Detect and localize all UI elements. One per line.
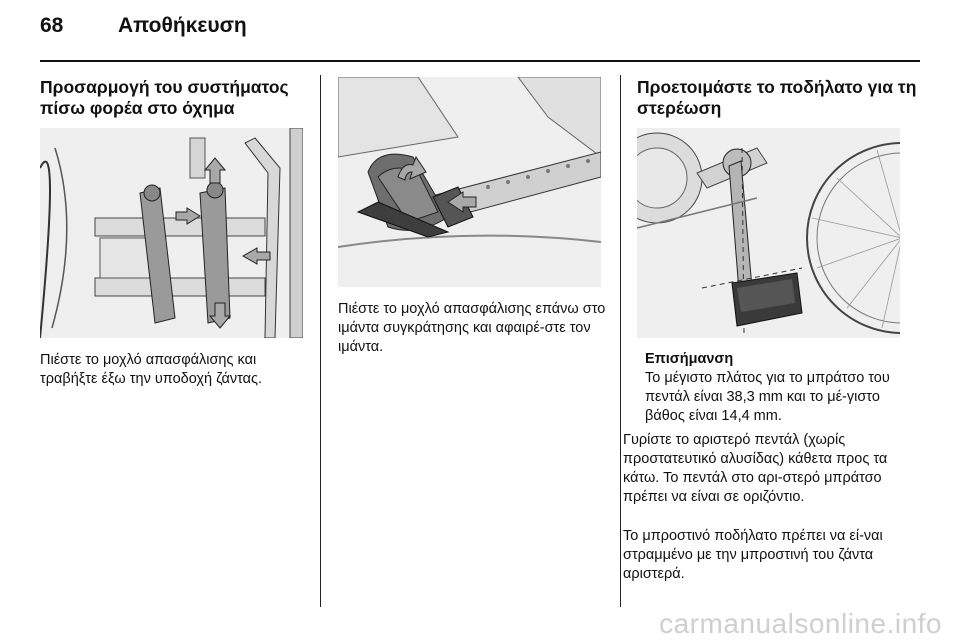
section-heading-mounting: Προσαρμογή του συστήματος πίσω φορέα στο όχημα	[40, 77, 289, 118]
section-heading-prepare-bicycle: Προετοιμάστε το ποδήλατο για τη στερέωση	[637, 77, 917, 118]
column-divider-2	[620, 75, 621, 607]
note-text: Το μέγιστο πλάτος για το μπράτσο του πεντάλ είναι 38,3 mm και το μέ-γιστο βάθος είναι 14,4 mm.	[645, 370, 890, 424]
instruction-remove-strap: Πιέστε το μοχλό απασφάλισης επάνω στο ιμάντα συγκράτησης και αφαιρέ-στε τον ιμάντα.	[338, 301, 606, 355]
header-rule	[40, 60, 920, 62]
note-title: Επισήμανση	[645, 351, 734, 367]
rack-illustration	[40, 128, 303, 338]
column-divider-1	[320, 75, 321, 607]
instruction-front-bicycle: Το μπροστινό ποδήλατο πρέπει να εί-ναι στραμμένο με την μπροστινή του ζάντα αριστερά.	[623, 528, 883, 582]
figure-rack-wheel-holders	[40, 128, 303, 338]
instruction-pull-wheel-holder: Πιέστε το μοχλό απασφάλισης και τραβήξτε έξω την υποδοχή ζάντας.	[40, 352, 263, 387]
page-number: 68	[40, 14, 64, 37]
figure-strap-release	[338, 77, 601, 287]
instruction-rotate-pedal: Γυρίστε το αριστερό πεντάλ (χωρίς προστατευτικό αλυσίδας) κάθετα προς τα κάτω. Το πεντάλ στο αρι-στερό μπράτσο πρέπει να είναι σε οριζόντιο.	[623, 432, 888, 505]
page-header	[0, 0, 960, 60]
pedal-illustration	[637, 128, 900, 338]
figure-pedal-position	[637, 128, 900, 338]
watermark: carmanualsonline.info	[659, 608, 942, 639]
note-box	[645, 350, 910, 426]
strap-illustration	[338, 77, 601, 287]
section-title: Αποθήκευση	[118, 14, 247, 37]
